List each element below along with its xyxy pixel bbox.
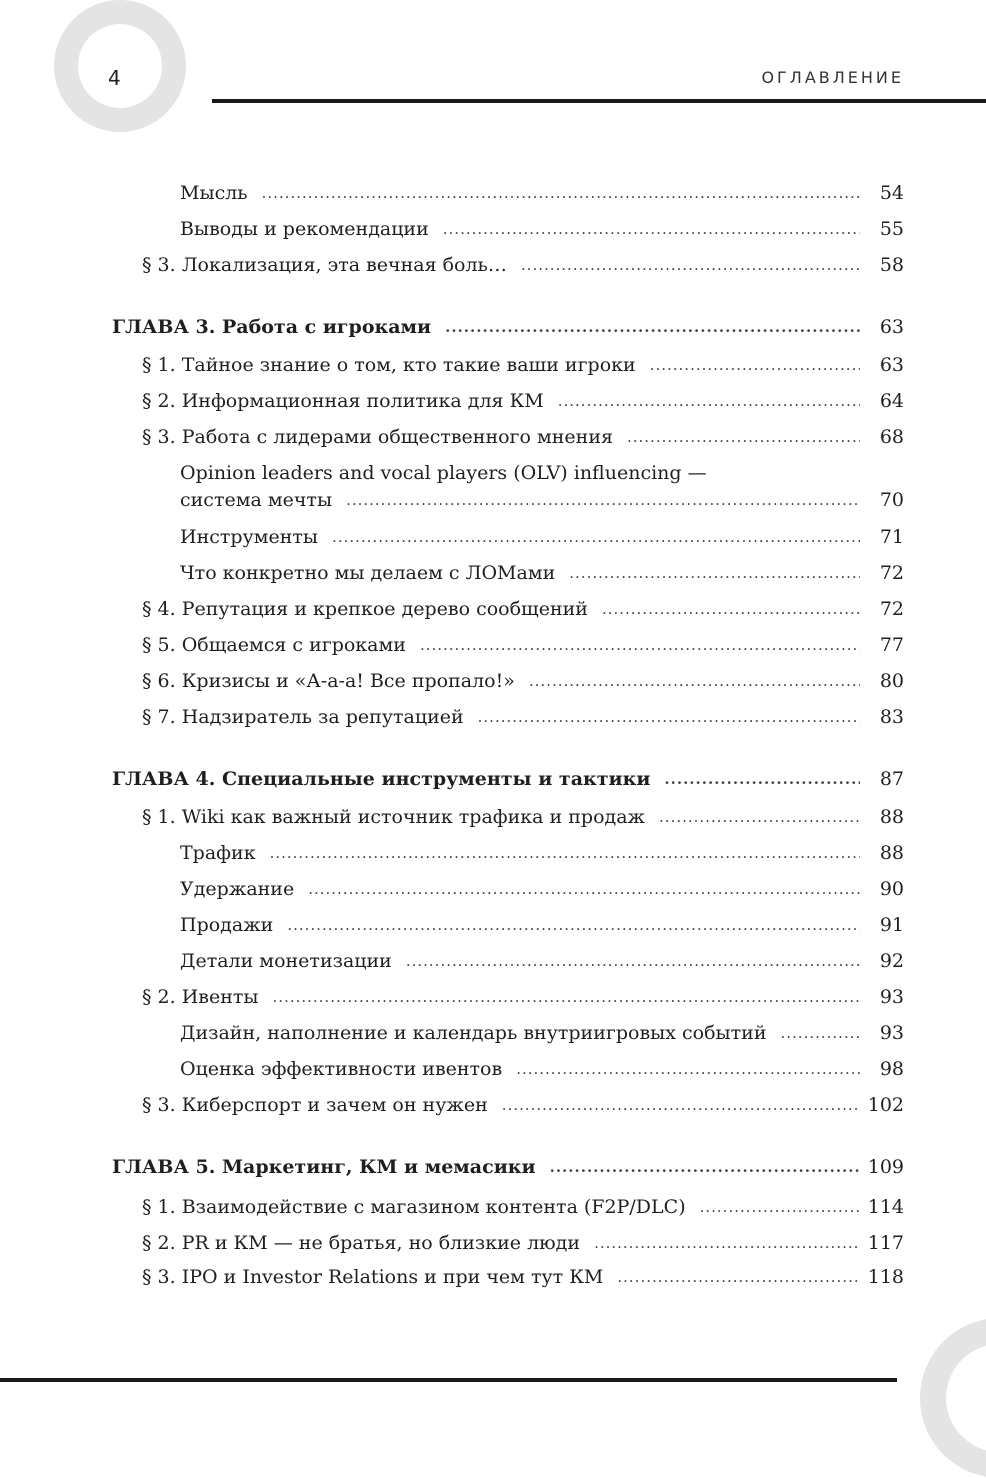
toc-entry-page: 55	[879, 218, 904, 240]
toc-entry-title: Мысль	[180, 182, 248, 204]
toc-entry-page: 68	[879, 426, 904, 448]
toc-entry-title: § 2. Информационная политика для КМ	[142, 390, 544, 412]
toc-leader-dots	[443, 216, 860, 243]
toc-entry-title: § 3. Киберспорт и зачем он нужен	[142, 1094, 488, 1116]
footer-rule	[0, 1378, 897, 1382]
toc-entry[interactable]	[142, 1230, 904, 1257]
toc-entry-page: 118	[867, 1266, 904, 1288]
toc-entry-title: § 4. Репутация и крепкое дерево сообщений	[142, 598, 588, 620]
toc-entry[interactable]	[180, 460, 904, 514]
toc-entry-page: 58	[879, 254, 904, 276]
toc-chapter[interactable]	[112, 766, 904, 793]
toc-leader-dots	[529, 668, 860, 695]
toc-entry-title: Удержание	[180, 878, 295, 900]
toc-entry-page: 88	[879, 806, 904, 828]
toc-leader-dots	[550, 1154, 860, 1181]
toc-entry-title: § 3. Работа с лидерами общественного мнения	[142, 426, 613, 448]
toc-entry-page: 90	[879, 878, 904, 900]
toc-entry[interactable]	[142, 1194, 904, 1221]
toc-entry-title: § 2. PR и КМ — не братья, но близкие люди	[142, 1232, 581, 1254]
toc-entry-page: 102	[867, 1094, 904, 1116]
toc-leader-dots	[569, 560, 860, 587]
toc-entry-title: § 6. Кризисы и «А-а-а! Все пропало!»	[142, 670, 515, 692]
toc-entry[interactable]	[142, 804, 904, 831]
toc-leader-dots	[659, 804, 860, 831]
toc-entry[interactable]	[180, 876, 904, 903]
toc-entry-title: § 1. Тайное знание о том, кто такие ваши игроки	[142, 354, 636, 376]
toc-leader-dots	[521, 252, 860, 279]
toc-entry-page: 64	[879, 390, 904, 412]
toc-entry-page: 114	[867, 1196, 904, 1218]
toc-entry-title: § 1. Wiki как важный источник трафика и продаж	[142, 806, 646, 828]
toc-entry[interactable]	[180, 180, 904, 207]
toc-entry-title: Инструменты	[180, 526, 319, 548]
toc-entry[interactable]	[142, 352, 904, 379]
toc-leader-dots	[516, 1056, 860, 1083]
toc-entry[interactable]	[142, 1264, 904, 1291]
toc-leader-dots	[420, 632, 860, 659]
toc-leader-dots	[270, 840, 860, 867]
toc-entry-title: § 1. Взаимодействие с магазином контента (F2P/DLC)	[142, 1196, 686, 1218]
toc-entry-page: 72	[879, 562, 904, 584]
toc-entry[interactable]	[180, 912, 904, 939]
toc-leader-dots	[627, 424, 860, 451]
toc-entry-page: 83	[879, 706, 904, 728]
toc-entry-page: 109	[867, 1156, 904, 1178]
toc-leader-dots	[262, 180, 860, 207]
toc-entry[interactable]	[142, 1092, 904, 1119]
toc-leader-dots	[308, 876, 860, 903]
toc-leader-dots	[617, 1264, 860, 1291]
toc-entry-page: 88	[879, 842, 904, 864]
toc-entry-page: 72	[879, 598, 904, 620]
toc-entry-title: Трафик	[180, 842, 256, 864]
toc-entry[interactable]	[180, 948, 904, 975]
toc-entry[interactable]	[180, 840, 904, 867]
toc-entry-page: 71	[879, 526, 904, 548]
toc-leader-dots	[602, 596, 860, 623]
toc-entry-page: 93	[879, 986, 904, 1008]
toc-entry[interactable]	[142, 424, 904, 451]
toc-entry-title: Дизайн, наполнение и календарь внутриигровых событий	[180, 1022, 767, 1044]
toc-leader-dots	[558, 388, 860, 415]
toc-entry-page: 87	[879, 768, 904, 790]
toc-entry[interactable]	[142, 388, 904, 415]
toc-entry-page: 117	[867, 1232, 904, 1254]
toc-leader-dots	[664, 766, 860, 793]
toc-leader-dots	[445, 314, 860, 341]
toc-entry-title: Выводы и рекомендации	[180, 218, 429, 240]
toc-leader-dots	[273, 984, 860, 1011]
decorative-ring-bottom	[920, 1318, 986, 1478]
toc-chapter-title: ГЛАВА 5. Маркетинг, КМ и мемасики	[112, 1156, 536, 1178]
toc-chapter-title: ГЛАВА 4. Специальные инструменты и тактики	[112, 768, 651, 790]
page-number: 4	[108, 66, 121, 90]
toc-entry-page: 91	[879, 914, 904, 936]
toc-leader-dots	[700, 1194, 860, 1221]
toc-chapter-title: ГЛАВА 3. Работа с игроками	[112, 316, 432, 338]
toc-entry-page: 92	[879, 950, 904, 972]
toc-entry-title: Что конкретно мы делаем с ЛОМами	[180, 562, 556, 584]
toc-entry-title: § 3. Локализация, эта вечная боль…	[142, 254, 507, 276]
toc-entry-page: 77	[879, 634, 904, 656]
toc-chapter[interactable]	[112, 314, 904, 341]
toc-entry[interactable]	[142, 704, 904, 731]
toc-entry-title: Детали монетизации	[180, 950, 392, 972]
toc-leader-dots	[594, 1230, 860, 1257]
toc-leader-dots	[332, 524, 860, 551]
toc-leader-dots	[502, 1092, 860, 1119]
toc-entry[interactable]	[180, 1020, 904, 1047]
toc-entry[interactable]	[180, 560, 904, 587]
toc-entry-title: Продажи	[180, 914, 274, 936]
toc-leader-dots	[346, 487, 860, 514]
toc-entry-title: § 3. IPO и Investor Relations и при чем тут КМ	[142, 1266, 604, 1288]
toc-entry-title: § 5. Общаемся с игроками	[142, 634, 406, 656]
toc-leader-dots	[478, 704, 860, 731]
toc-entry-title: § 7. Надзиратель за репутацией	[142, 706, 464, 728]
toc-leader-dots	[781, 1020, 861, 1047]
toc-entry-page: 70	[879, 489, 904, 511]
toc-entry-title: Opinion leaders and vocal players (OLV) influencing —	[180, 462, 707, 484]
toc-entry-title-continued: система мечты	[180, 489, 333, 511]
toc-entry[interactable]	[142, 668, 904, 695]
toc-entry-title: Оценка эффективности ивентов	[180, 1058, 503, 1080]
toc-leader-dots	[287, 912, 860, 939]
toc-entry[interactable]	[142, 596, 904, 623]
running-title: ОГЛАВЛЕНИЕ	[761, 68, 904, 87]
toc-entry-page: 63	[879, 354, 904, 376]
toc-leader-dots	[406, 948, 860, 975]
toc-entry-title: § 2. Ивенты	[142, 986, 259, 1008]
toc-entry[interactable]	[180, 216, 904, 243]
toc-entry[interactable]	[142, 632, 904, 659]
header-rule	[212, 99, 986, 103]
toc-entry-page: 93	[879, 1022, 904, 1044]
toc-entry[interactable]	[180, 1056, 904, 1083]
toc-entry[interactable]	[180, 524, 904, 551]
toc-chapter[interactable]	[112, 1154, 904, 1181]
toc-entry-page: 98	[879, 1058, 904, 1080]
toc-entry[interactable]	[142, 252, 904, 279]
toc-entry-page: 63	[879, 316, 904, 338]
toc-leader-dots	[650, 352, 860, 379]
toc-entry-page: 80	[879, 670, 904, 692]
toc-entry[interactable]	[142, 984, 904, 1011]
toc-entry-page: 54	[879, 182, 904, 204]
